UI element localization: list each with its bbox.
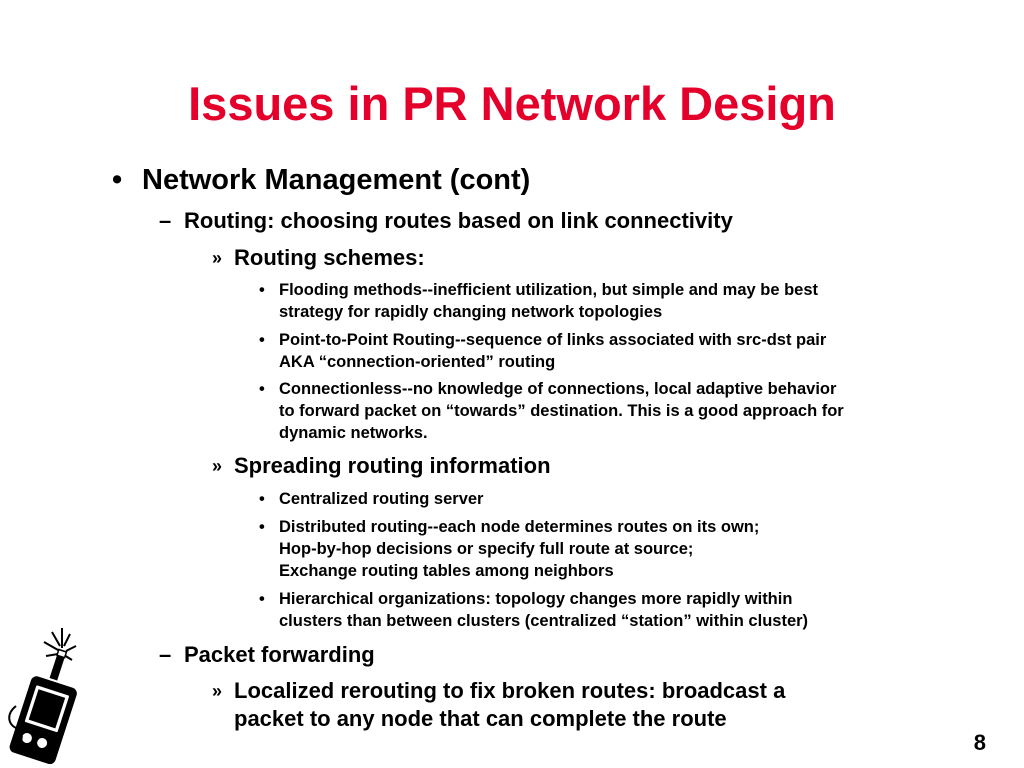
chevron-marker: »	[212, 248, 223, 268]
item-text-line: Localized rerouting to fix broken routes: broadcast a	[234, 678, 786, 703]
point-text-line: strategy for rapidly changing network topologies	[279, 303, 663, 321]
point-text-line: Centralized routing server	[279, 490, 484, 508]
item-text: Routing schemes:	[234, 245, 425, 270]
point-text-line: Exchange routing tables among neighbors	[279, 562, 614, 580]
bullet-marker: •	[259, 331, 265, 349]
bullet-marker: •	[259, 281, 265, 299]
point-text-line: Point-to-Point Routing--sequence of links associated with src-dst pair	[279, 331, 827, 349]
point-text-line: Connectionless--no knowledge of connections, local adaptive behavior	[279, 380, 837, 398]
slide-title: Issues in PR Network Design	[188, 77, 836, 130]
point-text-line: clusters than between clusters (centralized “station” within cluster)	[279, 612, 809, 630]
page-number: 8	[973, 730, 986, 755]
item-text-line: packet to any node that can complete the route	[234, 706, 727, 731]
wireless-handheld-radio-icon	[4, 624, 88, 764]
bullet-text: Network Management (cont)	[142, 164, 531, 196]
bullet-marker: •	[259, 380, 265, 398]
point-text-line: Distributed routing--each node determines routes on its own;	[279, 518, 760, 536]
chevron-marker: »	[212, 456, 223, 476]
subbullet-text: Routing: choosing routes based on link connectivity	[184, 208, 733, 233]
dash-marker: –	[159, 642, 172, 667]
point-text-line: Flooding methods--inefficient utilization, but simple and may be best	[279, 281, 819, 299]
point-text-line: to forward packet on “towards” destination. This is a good approach for	[279, 402, 844, 420]
point-text-line: Hop-by-hop decisions or specify full route at source;	[279, 540, 694, 558]
item-text: Spreading routing information	[234, 453, 551, 478]
point-text-line: Hierarchical organizations: topology changes more rapidly within	[279, 590, 793, 608]
bullet-marker: •	[259, 590, 265, 608]
bullet-marker: •	[259, 490, 265, 508]
bullet-marker: •	[112, 164, 123, 196]
point-text-line: dynamic networks.	[279, 424, 428, 442]
bullet-marker: •	[259, 518, 265, 536]
chevron-marker: »	[212, 681, 223, 701]
dash-marker: –	[159, 208, 172, 233]
subbullet-text: Packet forwarding	[184, 642, 375, 667]
point-text-line: AKA “connection-oriented” routing	[279, 353, 556, 371]
